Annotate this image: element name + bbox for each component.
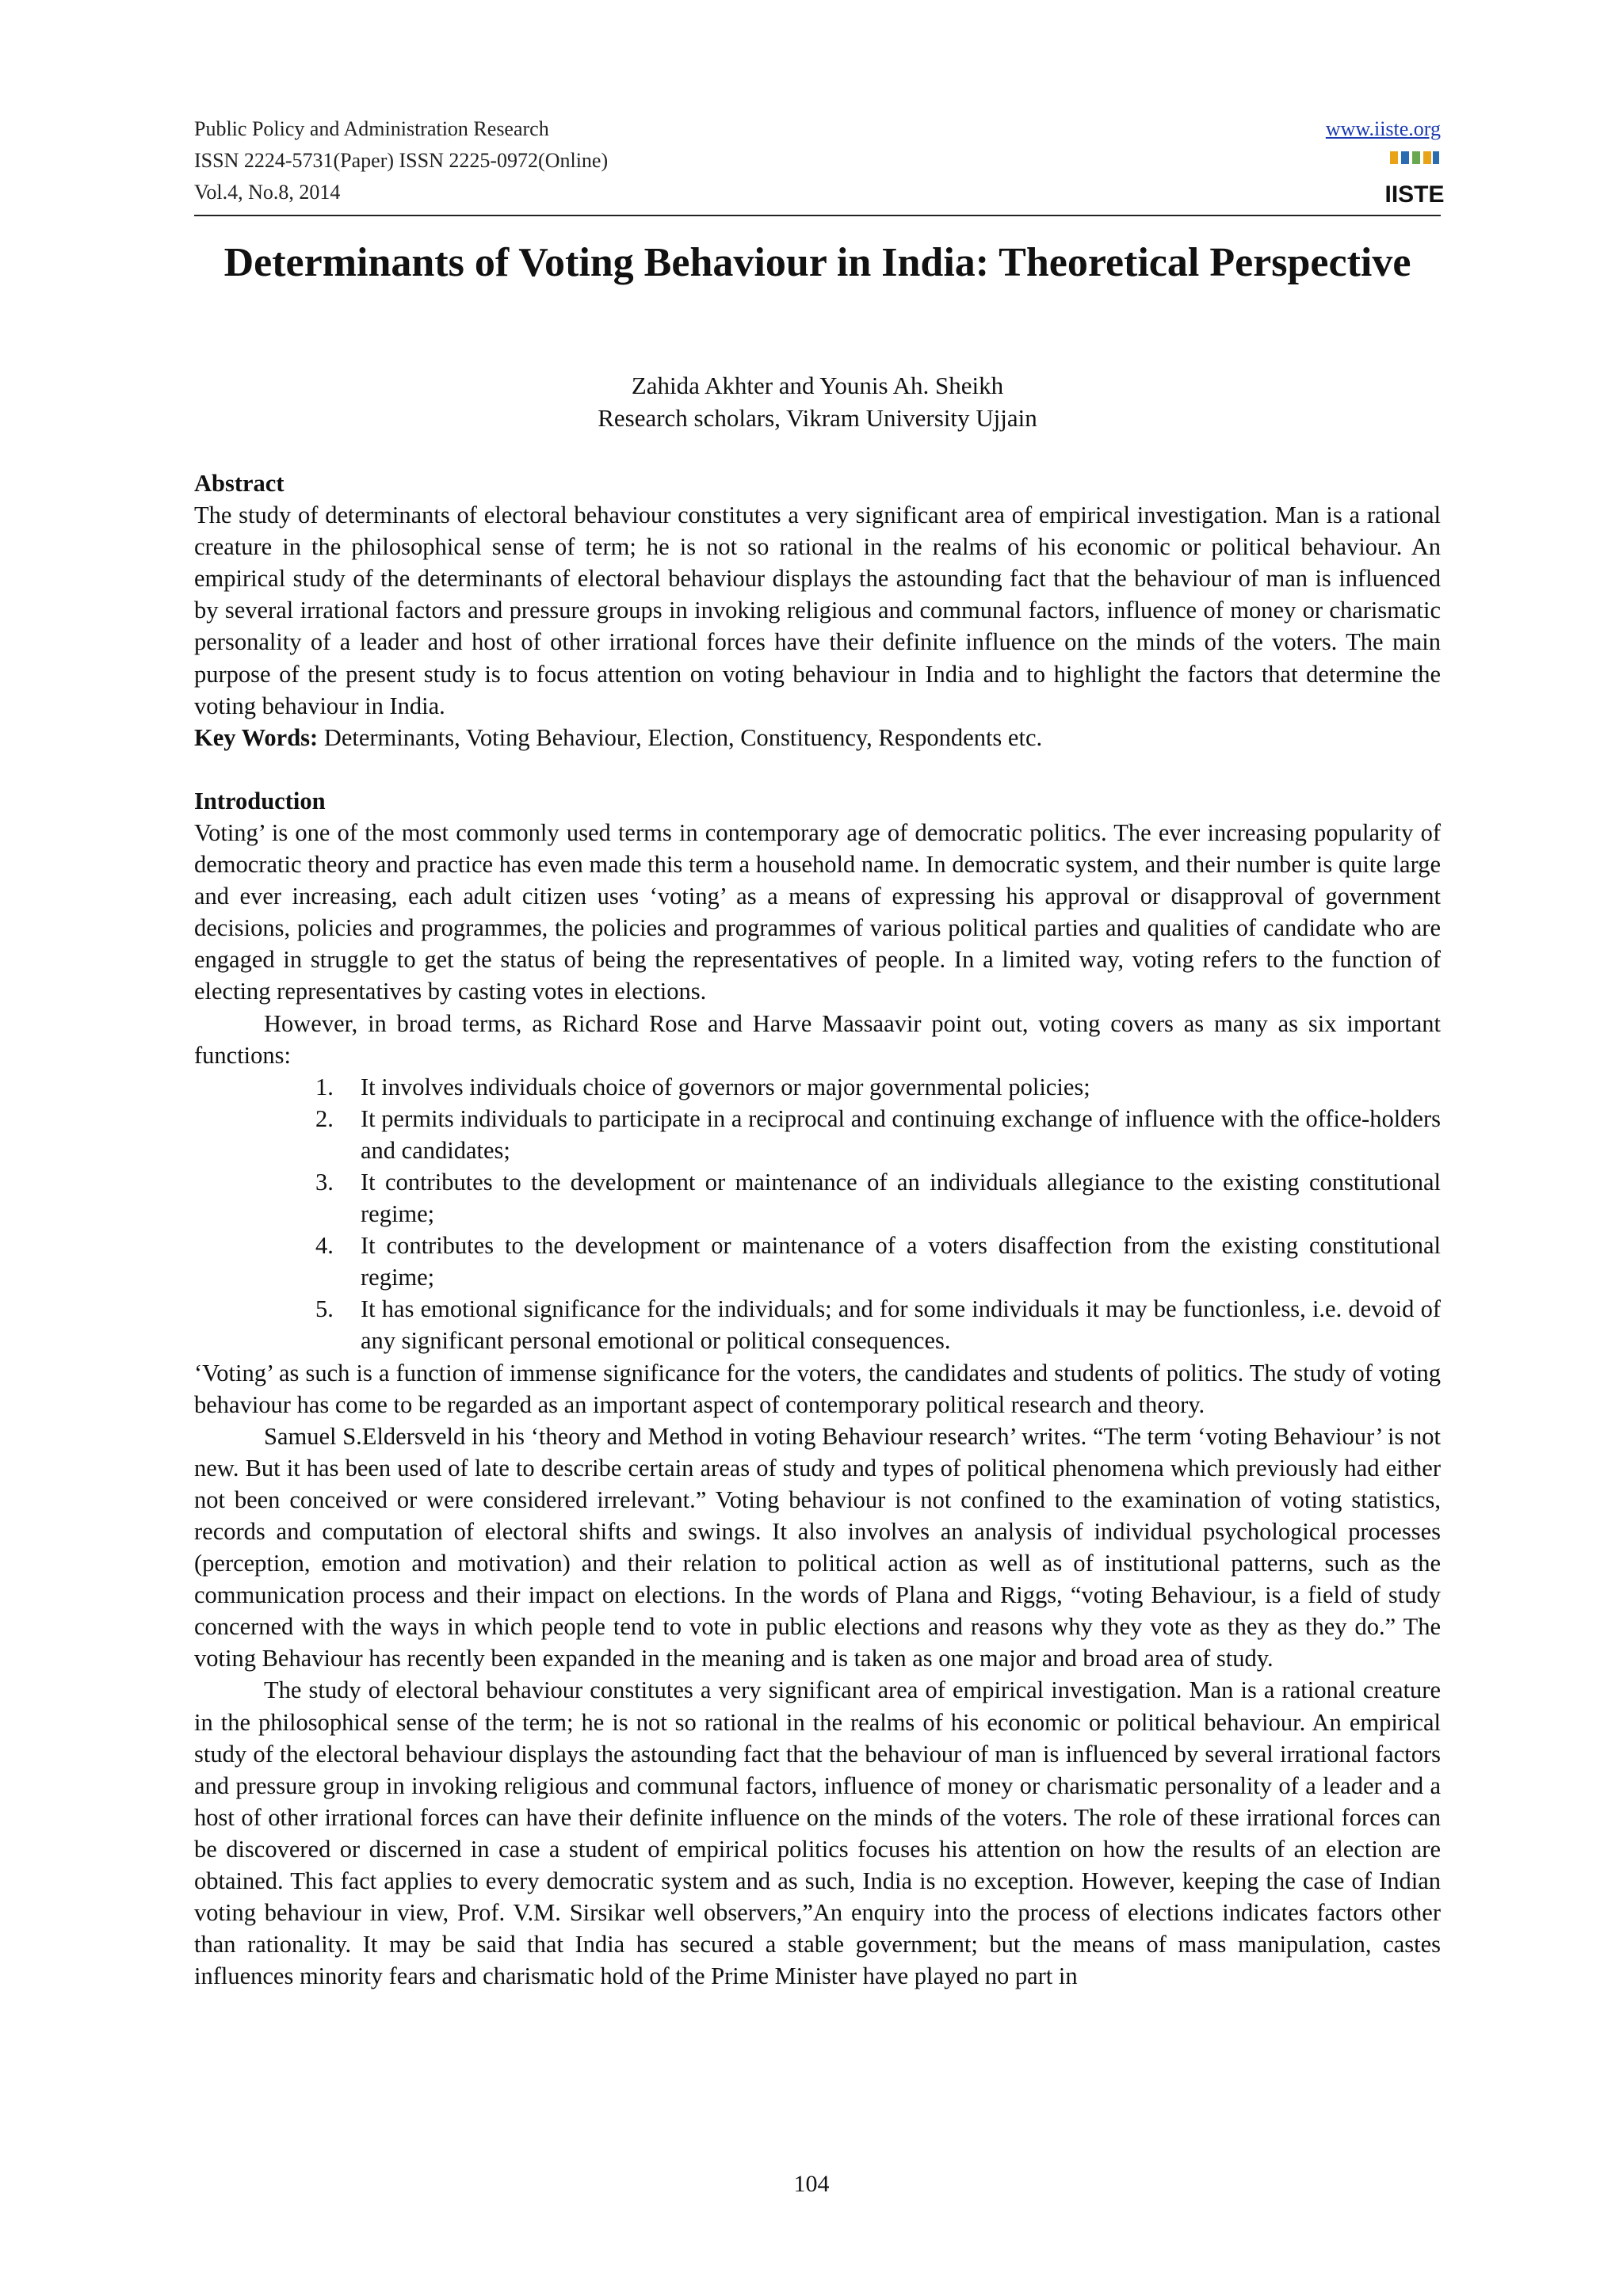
list-item-text: It contributes to the development or maintenance of an individuals allegiance to the existing constitutional regime; <box>361 1168 1441 1228</box>
author-block <box>194 369 1441 434</box>
abstract-text: The study of determinants of electoral behaviour constitutes a very significant area of empirical investigation. Man is a rational creature in the philosophical sense of term; he is not so rational in the realms of his economic or political behaviour. An empirical study of the determinants of electoral behaviour displays the astounding fact that the behaviour of man is influenced by several irrational factors and pressure groups in invoking religious and communal factors, influence of money or charismatic personality of a leader and host of other irrational forces have their definite influence on the minds of the voters. The main purpose of the present study is to focus attention on voting behaviour in India and to highlight the factors that determine the voting behaviour in India. <box>194 502 1441 719</box>
list-item-text: It permits individuals to participate in a reciprocal and continuing exchange of influence with the office-holders and candidates; <box>361 1104 1441 1164</box>
author-affiliation: Research scholars, Vikram University Ujjain <box>598 404 1037 432</box>
list-item <box>315 1166 1441 1230</box>
list-item-number: 5. <box>315 1295 334 1323</box>
section-gap <box>194 753 1441 785</box>
list-item-text: It involves individuals choice of governors or major governmental policies; <box>361 1073 1090 1100</box>
voting-functions-list <box>194 1071 1441 1357</box>
list-item <box>315 1230 1441 1293</box>
list-item-number: 1. <box>315 1073 334 1100</box>
running-header <box>194 113 1445 208</box>
list-item-text: It has emotional significance for the individuals; and for some individuals it may be functionless, i.e. devoid of any significant personal emotional or political consequences. <box>361 1295 1441 1355</box>
journal-name: Public Policy and Administration Research <box>194 117 549 140</box>
logo-lettering: IISTE <box>1384 181 1445 208</box>
page-number: 104 <box>793 2171 830 2197</box>
intro-paragraph-5: The study of electoral behaviour constitutes a very significant area of empirical investigation. Man is a rational creature in the philosophical sense of the term; he is not so rational in the realms of his economic or political behaviour. An empirical study of the electoral behaviour displays the astounding fact that the behaviour of man is influenced by several irrational factors and pressure group in invoking religious and communal factors, influence of money or charismatic personality of a leader and a host of other irrational forces can have their definite influence on the minds of the voters. The role of these irrational forces can be discovered or discerned in case a student of empirical politics focuses his attention on how the results of an election are obtained. This fact applies to every democratic system and as such, India is no exception. However, keeping the case of Indian voting behaviour in view, Prof. V.M. Sirsikar well observers,”An enquiry into the process of elections indicates factors other than rationality. It may be said that India has secured a stable government; but the means of mass manipulation, castes influences minority fears and charismatic hold of the Prime Minister have played no part in <box>194 1676 1441 1990</box>
author-names: Zahida Akhter and Younis Ah. Sheikh <box>631 372 1004 399</box>
header-rule <box>194 215 1441 216</box>
keywords-label: Key Words: <box>194 723 319 751</box>
header-left <box>194 113 1441 208</box>
issn-line: ISSN 2224-5731(Paper) ISSN 2225-0972(Online) <box>194 149 609 172</box>
list-item-number: 4. <box>315 1232 334 1260</box>
paper-body <box>194 467 1441 1992</box>
list-item-number: 3. <box>315 1168 334 1196</box>
intro-paragraph-1: Voting’ is one of the most commonly used terms in contemporary age of democratic politics. The ever increasing popularity of democratic theory and practice has even made this term a household name. In democratic system, and their number is quite large and ever increasing, each adult citizen uses ‘voting’ as a means of expressing his approval or disapproval of government decisions, policies and programmes, the policies and programmes of various political parties and qualities of candidate who are engaged in struggle to get the status of being the representatives of people. In a limited way, voting refers to the function of electing representatives by casting votes in elections. <box>194 818 1441 1005</box>
intro-paragraph-2: However, in broad terms, as Richard Rose and Harve Massaavir point out, voting covers as many as six important functions: <box>194 1009 1441 1069</box>
abstract-heading: Abstract <box>194 470 285 497</box>
intro-paragraph-3: ‘Voting’ as such is a function of immense significance for the voters, the candidates and students of politics. The study of voting behaviour has come to be regarded as an important aspect of contemporary political research and theory. <box>194 1359 1441 1418</box>
intro-paragraph-4: Samuel S.Eldersveld in his ‘theory and Method in voting Behaviour research’ writes. “The term ‘voting Behaviour’ is not new. But it has been used of late to describe certain areas of study and types of political phenomena which previously had either not been conceived or were considered irrelevant.” Voting behaviour is not confined to the examination of voting statistics, records and computation of electoral shifts and swings. It also involves an analysis of individual psychological processes (perception, emotion and motivation) and their relation to political action as well as of institutional patterns, such as the communication process and their impact on elections. In the words of Plana and Riggs, “voting Behaviour, is a field of study concerned with the ways in which people tend to vote in public elections and reasons why they vote as they as they do.” The voting Behaviour has recently been expanded in the meaning and is taken as one major and broad area of study. <box>194 1422 1441 1672</box>
keywords-line <box>194 722 1441 753</box>
list-item-number: 2. <box>315 1104 334 1132</box>
list-item-text: It contributes to the development or maintenance of a voters disaffection from the existing constitutional regime; <box>361 1232 1441 1291</box>
paper-title: Determinants of Voting Behaviour in India: Theoretical Perspective <box>223 240 1411 285</box>
list-item <box>315 1293 1441 1356</box>
list-item <box>315 1103 1441 1166</box>
introduction-heading: Introduction <box>194 787 326 814</box>
volume-line: Vol.4, No.8, 2014 <box>194 181 341 204</box>
keywords-text: Determinants, Voting Behaviour, Election, Constituency, Respondents etc. <box>318 723 1043 751</box>
journal-url-link[interactable]: www.iiste.org <box>1325 117 1441 140</box>
list-item <box>315 1071 1441 1103</box>
iiste-logo-icon <box>1384 150 1445 208</box>
